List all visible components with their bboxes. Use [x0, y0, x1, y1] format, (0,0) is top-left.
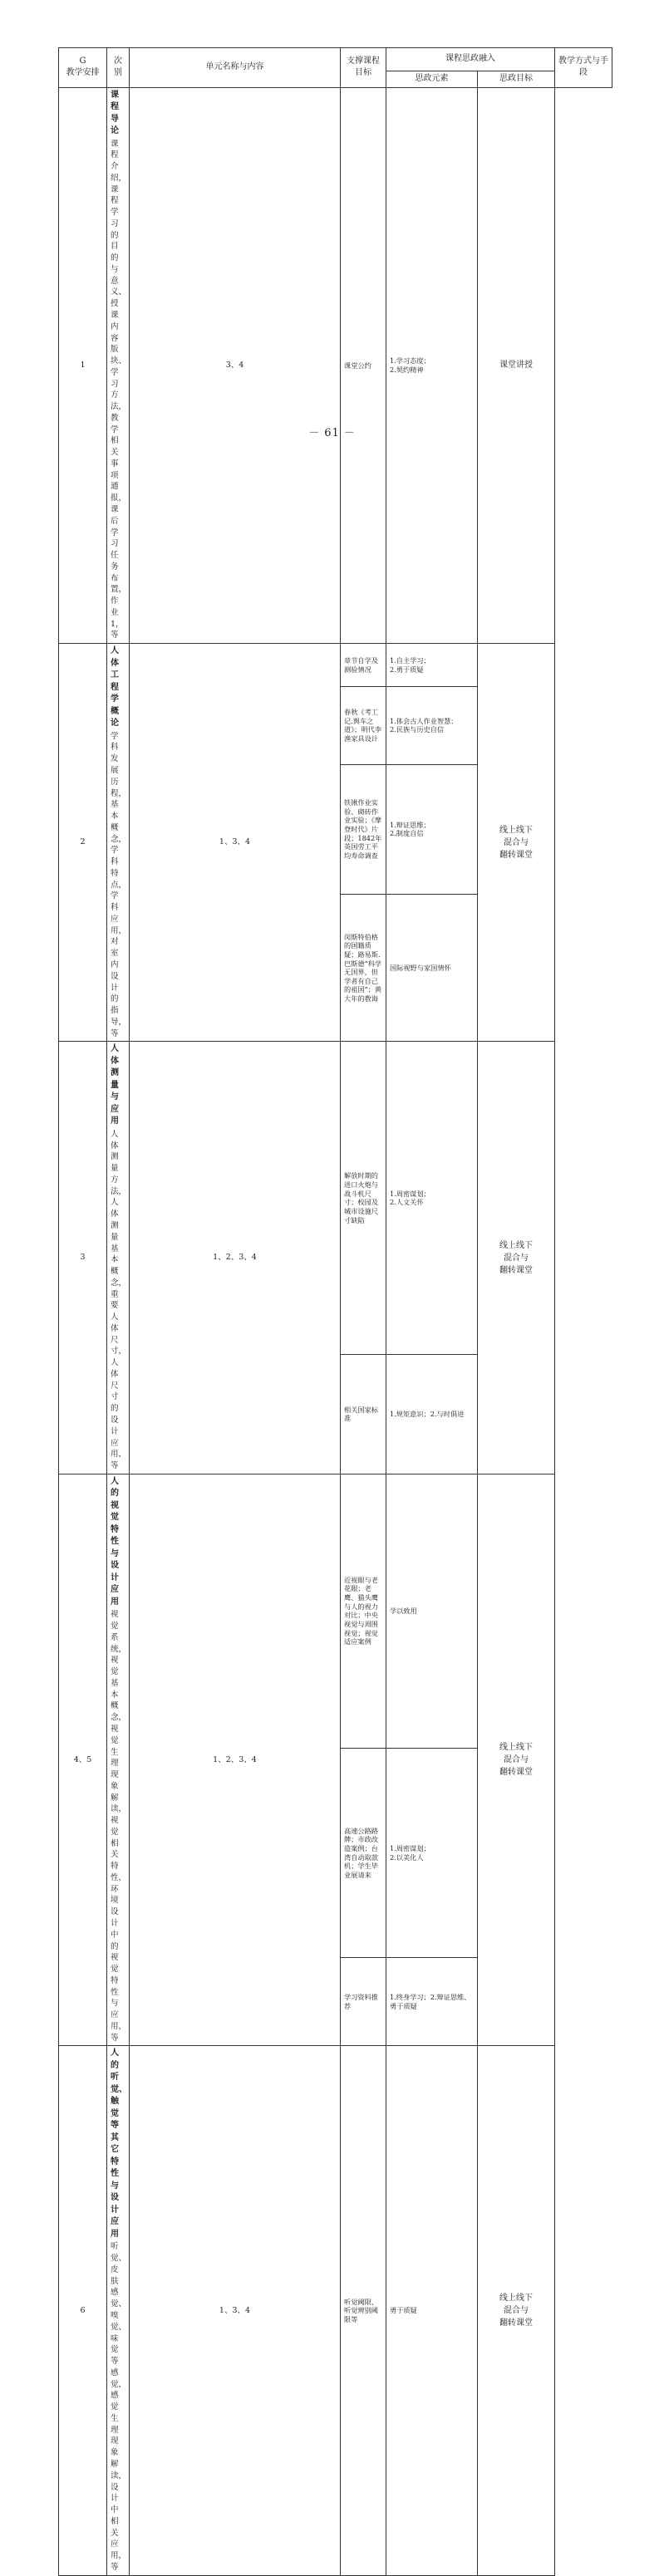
header-targets: 思政目标: [478, 71, 555, 88]
ideology-element: 闵斯特伯格的国籍质疑；路易斯.巴斯德“科学无国界，但学者有自己的祖国”；黄大年的教诲: [341, 894, 386, 1041]
section-letter: G: [79, 56, 86, 66]
ideology-target: 1.辩证思维； 2.制度自信: [386, 764, 478, 894]
section-cell: [59, 48, 107, 88]
header-ideology: 课程思政融入: [386, 48, 555, 71]
ideology-element: 听觉阈限、听觉辨别阈限等: [341, 2046, 386, 2575]
unit-index: 4、5: [59, 1474, 107, 2046]
page-number: － 61 －: [308, 427, 356, 439]
ideology-target: 1.自主学习； 2.勇于质疑: [386, 644, 478, 687]
unit-content: [107, 2046, 130, 2575]
unit-title: 人体测量与应用: [111, 1044, 119, 1126]
unit-index: 6: [59, 2046, 107, 2575]
ideology-target: 1.规矩意识；2.与时俱进: [386, 1355, 478, 1474]
ideology-element: 相关国家标准: [341, 1355, 386, 1474]
teaching-method: 线上线下 混合与 翻转课堂: [478, 1474, 555, 2046]
unit-description: 课程介绍，课程学习的目的与意义、授课内容版块、学习方法，教学相关事项通报，课后学习任务布置，作业1，等: [111, 139, 127, 640]
teaching-method: 线上线下 混合与 翻转课堂: [478, 2046, 555, 2575]
ideology-target: 国际视野与家国情怀: [386, 894, 478, 1041]
unit-description: 人体测量方法，人体测量基本概念，重要人体尺寸，人体尺寸的设计应用，等: [111, 1129, 127, 1471]
ideology-target: 学以致用: [386, 1474, 478, 1748]
ideology-element: 学习资料推荐: [341, 1958, 386, 2046]
ideology-element: 解放时期的进口火炮与战斗机尺寸；校园及城市设施尺寸缺陷: [341, 1042, 386, 1355]
unit-title: 人体工程学概论: [111, 646, 119, 729]
ideology-target: 勇于质疑: [386, 2046, 478, 2575]
ideology-target: 1.终身学习；2.辩证思维、勇于质疑: [386, 1958, 478, 2046]
unit-description: 视觉系统，视觉基本概念，视觉生理现象解读，视觉相关特性，环境设计中的视觉特性与应用，等: [111, 1610, 127, 2043]
unit-title: 课程导论: [111, 90, 119, 135]
unit-title: 人的视觉特性与设计应用: [111, 1476, 119, 1607]
unit-content: [107, 87, 130, 644]
header-goals: 支撑课程目标: [341, 48, 386, 88]
unit-goals: 1、3、4: [130, 2046, 341, 2575]
table-row: [59, 1042, 612, 1355]
unit-goals: 3、4: [130, 87, 341, 644]
unit-index: 3: [59, 1042, 107, 1474]
unit-description: 听觉、皮肤感觉、嗅觉、味觉等感觉，感觉生理现象解读，设计中相关应用，等: [111, 2242, 127, 2572]
unit-goals: 1、3、4: [130, 644, 341, 1042]
ideology-element: 近视眼与老花眼；老鹰、猫头鹰与人的视力对比；中央视觉与周围视觉；视觉适应案例: [341, 1474, 386, 1748]
unit-description: 学科发展历程，基本概念，学科特点，学科应用，对室内设计的指导，等: [111, 731, 127, 1038]
ideology-element: 高速公路路牌；市政改造案例；台湾自动取款机；学生毕业展请来: [341, 1749, 386, 1958]
ideology-target: 1.学习态度； 2.契约精神: [386, 87, 478, 644]
header-index: 次别: [107, 48, 130, 88]
unit-goals: 1、2、3、4: [130, 1474, 341, 2046]
ideology-target: 1.周密谋划； 2.以美化人: [386, 1749, 478, 1958]
ideology-element: 春秋《考工记.舆车之道》；明代李渔家具设计: [341, 686, 386, 764]
ideology-element: 课堂公约: [341, 87, 386, 644]
unit-goals: 1、2、3、4: [130, 1042, 341, 1474]
ideology-element: 铁锹作业实验、砌砖作业实验；《摩登时代》片段；1842年英国劳工平均寿命调查: [341, 764, 386, 894]
unit-index: 2: [59, 644, 107, 1042]
unit-content: [107, 1474, 130, 2046]
header-elements: 思政元素: [386, 71, 478, 88]
teaching-method: 线上线下 混合与 翻转课堂: [478, 1042, 555, 1474]
unit-title: 人的听觉、触觉等其它特性与设计应用: [111, 2049, 127, 2239]
table-row: [59, 87, 612, 644]
unit-content: [107, 1042, 130, 1474]
ideology-element: 章节自学及测验情况: [341, 644, 386, 687]
header-unit: 单元名称与内容: [130, 48, 341, 88]
unit-index: 1: [59, 87, 107, 644]
table-row: [59, 1474, 612, 1748]
table-row: [59, 644, 612, 687]
header-method: 教学方式与手段: [555, 48, 612, 88]
table-row: [59, 2046, 612, 2575]
teaching-method: 课堂讲授: [478, 87, 555, 644]
ideology-target: 1.体会古人作业智慧； 2.民族与历史自信: [386, 686, 478, 764]
unit-content: [107, 644, 130, 1042]
section-name: 教学安排: [66, 68, 100, 78]
ideology-target: 1.周密谋划； 2.人文关怀: [386, 1042, 478, 1355]
teaching-method: 线上线下 混合与 翻转课堂: [478, 644, 555, 1042]
